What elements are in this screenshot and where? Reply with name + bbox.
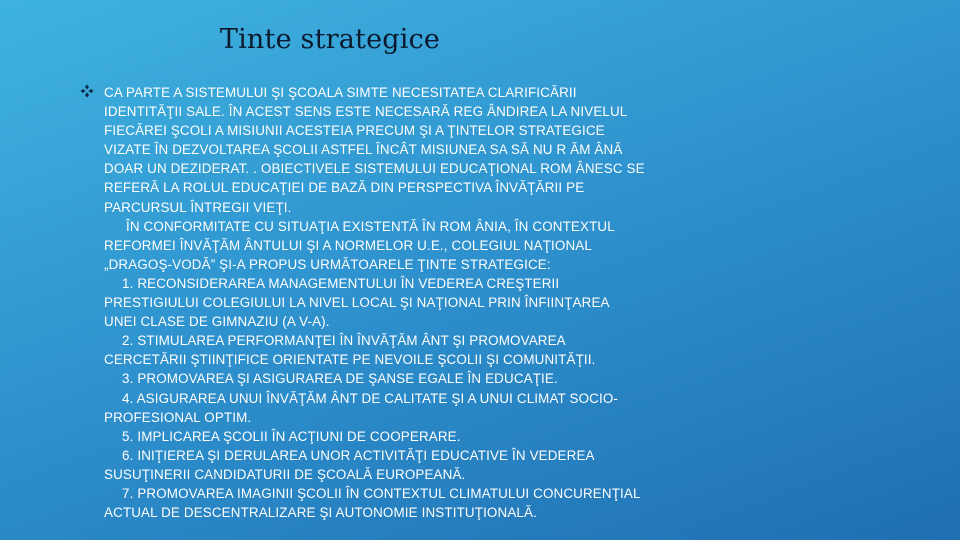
bullet-paragraph bbox=[80, 83, 740, 522]
diamond-bullet-icon bbox=[80, 84, 94, 98]
strategic-target-1: 1. RECONSIDERAREA MANAGEMENTULUI ÎN VEDEREA CREŞTERII bbox=[122, 275, 560, 291]
body-line: IDENTITĂŢII SALE. ÎN ACEST SENS ESTE NECESARĂ REG ÂNDIREA LA NIVELUL bbox=[104, 104, 628, 120]
body-line: SUSUŢINERII CANDIDATURII DE ŞCOALĂ EUROPEANĂ. bbox=[104, 466, 466, 482]
strategic-target-3: 3. PROMOVAREA ŞI ASIGURAREA DE ŞANSE EGALE ÎN EDUCAŢIE. bbox=[122, 371, 558, 387]
body-line: ÎN CONFORMITATE CU SITUAŢIA EXISTENTĂ ÎN ROM ÂNIA, ÎN CONTEXTUL bbox=[126, 218, 615, 234]
body-line: DOAR UN DEZIDERAT. . OBIECTIVELE SISTEMULUI EDUCAŢIONAL ROM ÂNESC SE bbox=[104, 161, 645, 177]
body-line: FIECĂREI ŞCOLI A MISIUNII ACESTEIA PRECUM ŞI A ŢINTELOR STRATEGICE bbox=[104, 123, 605, 139]
body-line: REFORMEI ÎNVĂŢĂM ÂNTULUI ŞI A NORMELOR U.E., COLEGIUL NAŢIONAL bbox=[104, 237, 592, 253]
body-line: „DRAGOŞ-VODĂ” ŞI-A PROPUS URMĂTOARELE ŢINTE STRATEGICE: bbox=[104, 256, 551, 272]
strategic-target-4: 4. ASIGURAREA UNUI ÎNVĂŢĂM ÂNT DE CALITATE ŞI A UNUI CLIMAT SOCIO- bbox=[122, 390, 619, 406]
body-line: REFERĂ LA ROLUL EDUCAŢIEI DE BAZĂ DIN PERSPECTIVA ÎNVĂŢĂRII PE bbox=[104, 180, 585, 196]
body-line: PRESTIGIULUI COLEGIULUI LA NIVEL LOCAL ŞI NAŢIONAL PRIN ÎNFIINŢAREA bbox=[104, 295, 610, 311]
strategic-target-5: 5. IMPLICAREA ŞCOLII ÎN ACŢIUNI DE COOPERARE. bbox=[122, 428, 461, 444]
body-line: ACTUAL DE DESCENTRALIZARE ŞI AUTONOMIE INSTITUŢIONALĂ. bbox=[104, 505, 537, 521]
body-line: CERCETĂRII ŞTIINŢIFICE ORIENTATE PE NEVOILE ŞCOLII ŞI COMUNITĂŢII. bbox=[104, 352, 596, 368]
slide-title: Tinte strategice bbox=[219, 24, 441, 55]
strategic-target-7: 7. PROMOVAREA IMAGINII ŞCOLII ÎN CONTEXTUL CLIMATULUI CONCURENŢIAL bbox=[122, 485, 641, 501]
slide-body bbox=[80, 83, 740, 522]
body-line: PROFESIONAL OPTIM. bbox=[104, 409, 252, 425]
body-line: PARCURSUL ÎNTREGII VIEŢI. bbox=[104, 199, 292, 215]
strategic-target-2: 2. STIMULAREA PERFORMANŢEI ÎN ÎNVĂŢĂM ÂNT ŞI PROMOVAREA bbox=[122, 333, 566, 349]
body-line: CA PARTE A SISTEMULUI ŞI ŞCOALA SIMTE NECESITATEA CLARIFICĂRII bbox=[104, 85, 577, 100]
body-line: UNEI CLASE DE GIMNAZIU (A V-A). bbox=[104, 314, 330, 330]
strategic-target-6: 6. INIŢIEREA ŞI DERULAREA UNOR ACTIVITĂŢI EDUCATIVE ÎN VEDEREA bbox=[122, 447, 595, 463]
body-line: VIZATE ÎN DEZVOLTAREA ŞCOLII ASTFEL ÎNCÂT MISIUNEA SA SĂ NU R ĂM ÂNĂ bbox=[104, 142, 623, 158]
